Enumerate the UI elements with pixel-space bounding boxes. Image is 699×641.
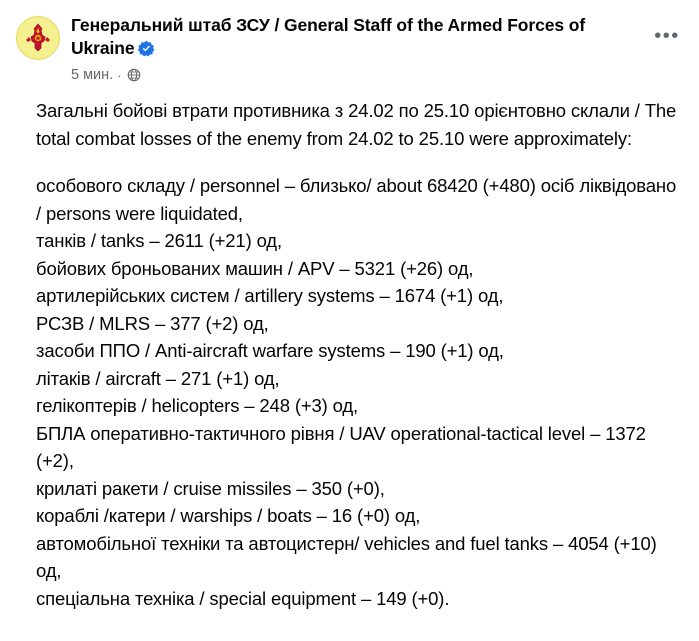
list-item: крилаті ракети / cruise missiles – 350 (+0), bbox=[36, 477, 385, 499]
verified-badge-icon bbox=[138, 40, 155, 63]
post-body bbox=[0, 83, 699, 622]
post-intro-text: Загальні бойові втрати противника з 24.02 по 25.10 орієнтовно склали / The total combat losses of the enemy from 24.02 to 25.10 were approximately: bbox=[36, 100, 677, 149]
post-meta bbox=[71, 67, 641, 83]
list-item: кораблі /катери / warships / boats – 16 (+0) од, bbox=[36, 505, 421, 526]
military-emblem-avatar-icon bbox=[18, 18, 58, 58]
list-item: артилерійських систем / artillery systems – 1674 (+1) од, bbox=[36, 285, 504, 306]
post-header bbox=[0, 0, 699, 83]
list-item: БПЛА оперативно-тактичного рівня / UAV operational-tactical level – 1372 (+2), bbox=[36, 422, 646, 471]
list-item: літаків / aircraft – 271 (+1) од, bbox=[36, 367, 280, 389]
more-options-icon[interactable]: ••• bbox=[654, 25, 680, 47]
post-timestamp[interactable]: 5 мин. bbox=[71, 67, 114, 83]
globe-icon[interactable] bbox=[127, 68, 141, 82]
list-item: бойових броньованих машин / APV – 5321 (+26) од, bbox=[36, 257, 474, 279]
list-item: особового складу / personnel – близько/ about 68420 (+480) осіб ліквідовано / persons were liquidated, bbox=[36, 175, 677, 224]
avatar[interactable] bbox=[16, 16, 60, 60]
list-item: гелікоптерів / helicopters – 248 (+3) од, bbox=[36, 395, 358, 416]
list-item: РСЗВ / MLRS – 377 (+2) од, bbox=[36, 312, 269, 334]
list-item: автомобільної техніки та автоцистерн/ vehicles and fuel tanks – 4054 (+10) од, bbox=[36, 532, 657, 581]
post-header-text bbox=[60, 14, 649, 83]
list-item: танків / tanks – 2611 (+21) од, bbox=[36, 230, 282, 251]
losses-list bbox=[36, 172, 677, 612]
meta-separator: · bbox=[117, 67, 122, 83]
page-name-label: Генеральний штаб ЗСУ / General Staff of the Armed Forces of Ukraine bbox=[71, 15, 586, 58]
list-item: засоби ППО / Anti-aircraft warfare systems – 190 (+1) од, bbox=[36, 340, 504, 361]
page-name[interactable] bbox=[71, 14, 641, 63]
list-item: спеціальна техніка / special equipment – 149 (+0). bbox=[36, 587, 450, 609]
